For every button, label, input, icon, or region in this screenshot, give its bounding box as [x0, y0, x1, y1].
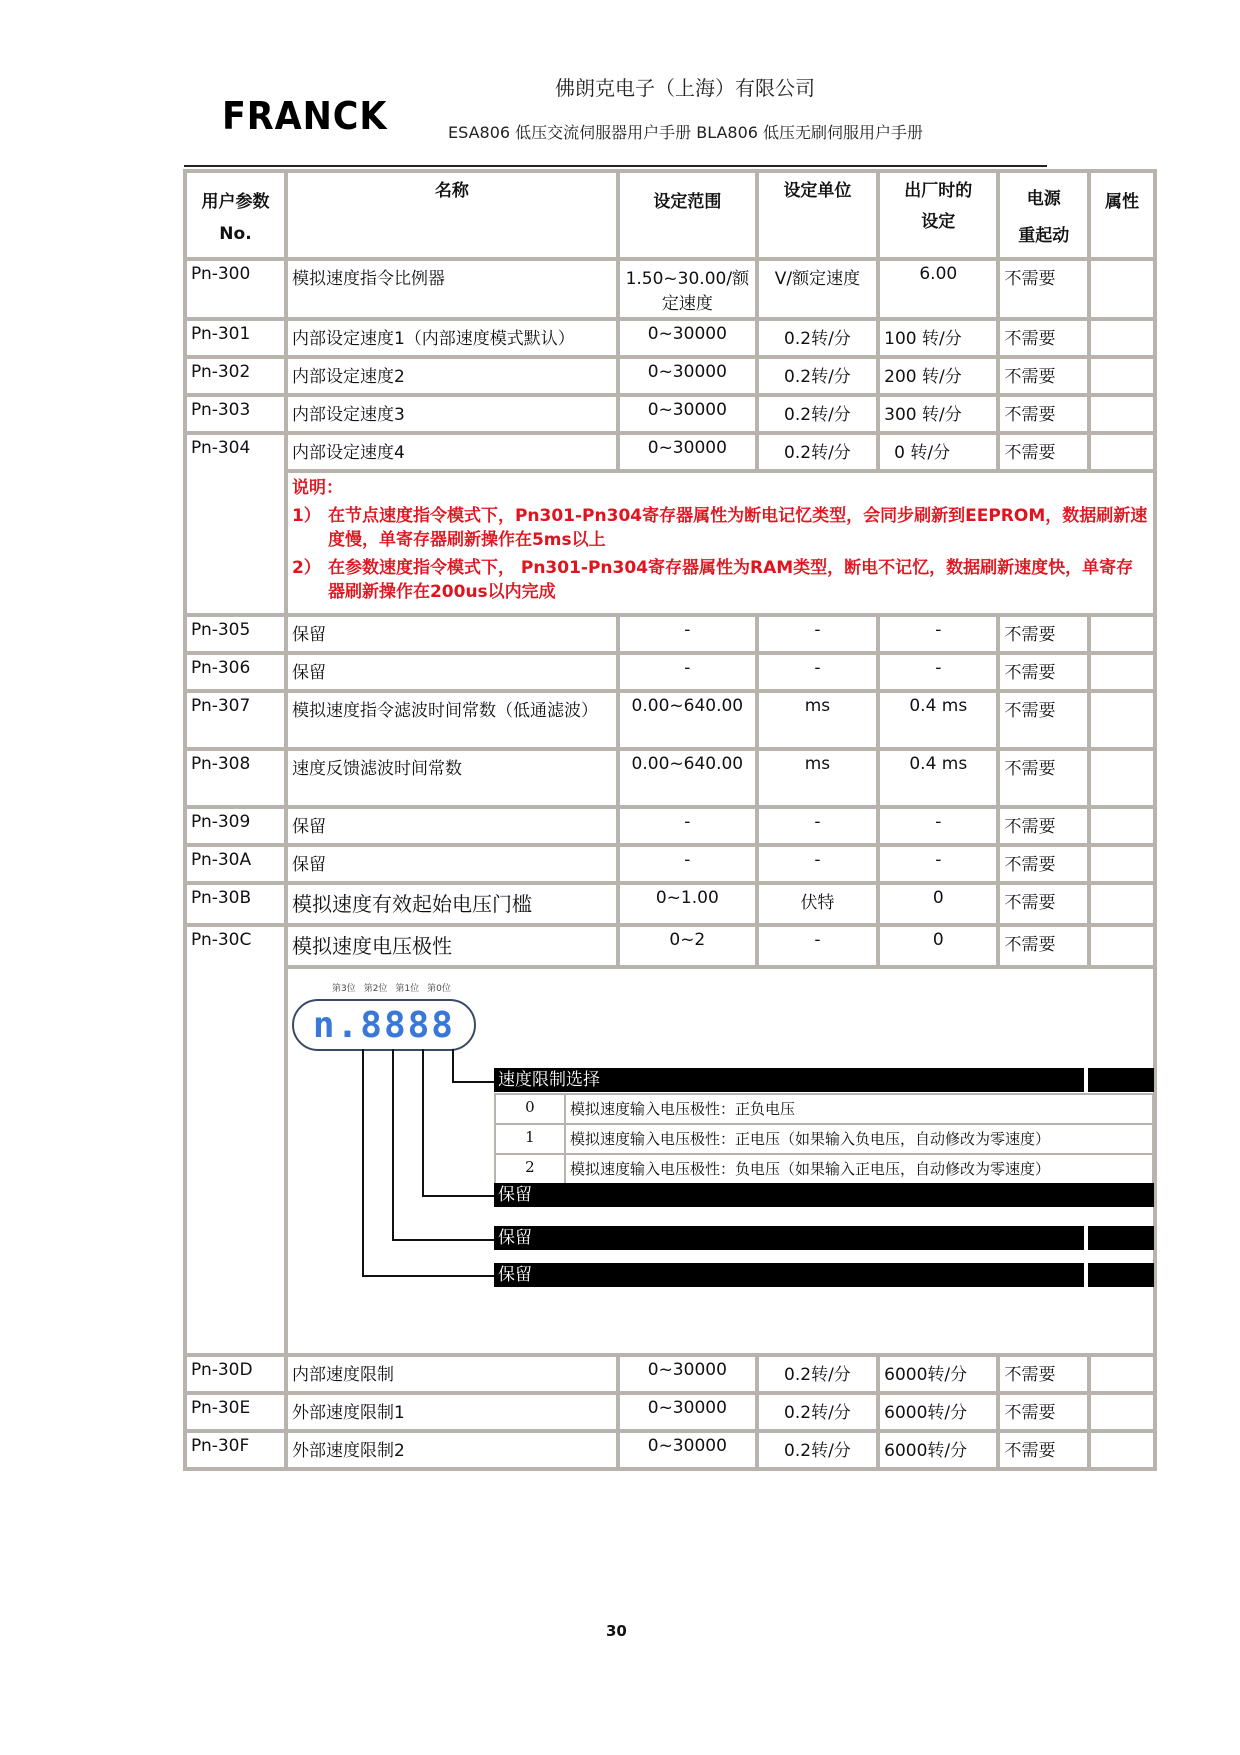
param-range: 0~30000 — [618, 395, 757, 433]
param-power: 不需要 — [998, 845, 1089, 883]
param-range: 0~30000 — [618, 1393, 757, 1431]
option-desc: 模拟速度输入电压极性：负电压（如果输入正电压，自动修改为零速度） — [565, 1154, 1153, 1184]
param-range: 0~30000 — [618, 357, 757, 395]
param-no: Pn-30A — [185, 845, 286, 883]
param-attr — [1089, 395, 1155, 433]
param-no: Pn-300 — [185, 259, 286, 319]
param-attr — [1089, 925, 1155, 967]
option-row — [495, 1124, 1153, 1154]
header-default-line2: 设定 — [921, 212, 956, 232]
header-default — [878, 171, 998, 259]
bit-labels — [332, 981, 451, 994]
reserved-bar-1: 保留 — [494, 1183, 1154, 1207]
param-no: Pn-305 — [185, 615, 286, 653]
table-row — [185, 395, 1155, 433]
param-default: - — [878, 653, 998, 691]
param-name: 模拟速度指令滤波时间常数（低通滤波） — [286, 691, 618, 749]
param-unit: V/额定速度 — [757, 259, 878, 319]
param-range: - — [618, 653, 757, 691]
note-item — [292, 556, 1149, 604]
param-no: Pn-306 — [185, 653, 286, 691]
bit0-leader — [452, 1049, 454, 1083]
param-name: 外部速度限制2 — [286, 1431, 618, 1469]
option-desc: 模拟速度输入电压极性：正电压（如果输入负电压，自动修改为零速度） — [565, 1124, 1153, 1154]
param-default: 0 — [878, 883, 998, 925]
param-power: 不需要 — [998, 433, 1089, 471]
segment-display: n.8888 — [292, 999, 476, 1051]
param-power: 不需要 — [998, 259, 1089, 319]
param-default: 6000转/分 — [878, 1393, 998, 1431]
param-power: 不需要 — [998, 357, 1089, 395]
header-default-line1: 出厂时的 — [904, 181, 973, 201]
param-unit: ms — [757, 691, 878, 749]
param-no: Pn-308 — [185, 749, 286, 807]
param-unit: 0.2转/分 — [757, 319, 878, 357]
header-no-line2: No. — [219, 223, 252, 244]
param-range: - — [618, 807, 757, 845]
param-power: 不需要 — [998, 691, 1089, 749]
table-row — [185, 967, 1155, 1355]
param-range: 0.00~640.00 — [618, 749, 757, 807]
param-range: 0~2 — [618, 925, 757, 967]
param-power: 不需要 — [998, 319, 1089, 357]
option-desc: 模拟速度输入电压极性：正负电压 — [565, 1094, 1153, 1124]
table-row — [185, 357, 1155, 395]
param-name: 保留 — [286, 807, 618, 845]
option-row — [495, 1094, 1153, 1124]
option-value: 0 — [495, 1094, 565, 1124]
table-row — [185, 653, 1155, 691]
header-attr: 属性 — [1089, 171, 1155, 259]
table-row — [185, 1355, 1155, 1393]
header-divider — [184, 165, 1047, 167]
param-name: 外部速度限制1 — [286, 1393, 618, 1431]
param-default: 6000转/分 — [878, 1355, 998, 1393]
param-default: 300 转/分 — [878, 395, 998, 433]
param-range: 0~30000 — [618, 1355, 757, 1393]
param-power: 不需要 — [998, 1431, 1089, 1469]
pn304-note — [286, 471, 1155, 615]
param-attr — [1089, 749, 1155, 807]
param-no: Pn-309 — [185, 807, 286, 845]
param-no: Pn-301 — [185, 319, 286, 357]
param-power: 不需要 — [998, 749, 1089, 807]
header-no-line1: 用户参数 — [201, 191, 270, 212]
param-unit: - — [757, 845, 878, 883]
param-attr — [1089, 691, 1155, 749]
option-row — [495, 1154, 1153, 1184]
reserved-bar-2: 保留 — [494, 1226, 1084, 1250]
param-no: Pn-30D — [185, 1355, 286, 1393]
param-attr — [1089, 615, 1155, 653]
table-row — [185, 259, 1155, 319]
table-row — [185, 433, 1155, 471]
param-default: 200 转/分 — [878, 357, 998, 395]
param-attr — [1089, 845, 1155, 883]
param-name: 内部速度限制 — [286, 1355, 618, 1393]
param-unit: - — [757, 615, 878, 653]
param-name: 保留 — [286, 615, 618, 653]
param-name: 模拟速度有效起始电压门槛 — [286, 883, 618, 925]
table-row — [185, 691, 1155, 749]
select-title-bar-end — [1088, 1068, 1154, 1092]
param-attr — [1089, 433, 1155, 471]
note-item — [292, 504, 1149, 552]
param-unit: 0.2转/分 — [757, 357, 878, 395]
param-name: 内部设定速度4 — [286, 433, 618, 471]
param-default: 0 — [878, 925, 998, 967]
param-default: - — [878, 615, 998, 653]
param-default: 0.4 ms — [878, 691, 998, 749]
param-unit: 0.2转/分 — [757, 1393, 878, 1431]
brand-logo: FRANCK — [222, 94, 388, 138]
bit1-leader — [422, 1049, 424, 1197]
parameter-table — [183, 169, 1157, 1471]
param-no: Pn-303 — [185, 395, 286, 433]
param-range: - — [618, 615, 757, 653]
param-no: Pn-30E — [185, 1393, 286, 1431]
table-row — [185, 471, 1155, 615]
param-no: Pn-30B — [185, 883, 286, 925]
param-default: 6.00 — [878, 259, 998, 319]
param-default: - — [878, 807, 998, 845]
param-unit: 0.2转/分 — [757, 1355, 878, 1393]
bit1-connector — [422, 1195, 494, 1197]
param-unit: - — [757, 925, 878, 967]
param-attr — [1089, 653, 1155, 691]
param-unit: ms — [757, 749, 878, 807]
table-row — [185, 883, 1155, 925]
param-name: 速度反馈滤波时间常数 — [286, 749, 618, 807]
param-no: Pn-307 — [185, 691, 286, 749]
param-range: - — [618, 845, 757, 883]
param-attr — [1089, 1393, 1155, 1431]
param-no: Pn-304 — [185, 433, 286, 615]
option-value: 2 — [495, 1154, 565, 1184]
param-range: 0.00~640.00 — [618, 691, 757, 749]
param-name: 模拟速度电压极性 — [286, 925, 618, 967]
param-power: 不需要 — [998, 1393, 1089, 1431]
param-unit: 0.2转/分 — [757, 433, 878, 471]
param-range: 0~30000 — [618, 1431, 757, 1469]
bit-diagram — [288, 969, 1153, 1349]
table-header-row — [185, 171, 1155, 259]
table-row — [185, 925, 1155, 967]
note-num: 2） — [291, 558, 321, 578]
bit-label: 第3位 — [331, 984, 356, 994]
param-unit: 0.2转/分 — [757, 1431, 878, 1469]
header-power-line2: 重起动 — [1018, 226, 1070, 246]
header-power — [998, 171, 1089, 259]
page-number: 30 — [606, 1622, 627, 1640]
bit0-connector — [452, 1081, 494, 1083]
param-name: 保留 — [286, 653, 618, 691]
param-name: 内部设定速度1（内部速度模式默认） — [286, 319, 618, 357]
note-text: 在节点速度指令模式下，Pn301-Pn304寄存器属性为断电记忆类型，会同步刷新到EEPROM，数据刷新速度慢，单寄存器刷新操作在5ms以上 — [327, 506, 1148, 550]
param-attr — [1089, 1355, 1155, 1393]
reserved-bar-2-end — [1088, 1226, 1154, 1250]
header-range: 设定范围 — [618, 171, 757, 259]
select-title-bar: 速度限制选择 — [494, 1068, 1084, 1092]
reserved-bar-3-end — [1088, 1263, 1154, 1287]
param-power: 不需要 — [998, 807, 1089, 845]
param-attr — [1089, 807, 1155, 845]
pn30c-diagram-cell — [286, 967, 1155, 1355]
param-range: 0~1.00 — [618, 883, 757, 925]
bit3-connector — [362, 1275, 494, 1277]
param-name: 模拟速度指令比例器 — [286, 259, 618, 319]
param-attr — [1089, 1431, 1155, 1469]
note-title: 说明： — [291, 478, 343, 498]
table-row — [185, 319, 1155, 357]
param-default: 0 转/分 — [878, 433, 998, 471]
note-text: 在参数速度指令模式下， Pn301-Pn304寄存器属性为RAM类型，断电不记忆，数据刷新速度快，单寄存器刷新操作在200us以内完成 — [327, 558, 1134, 602]
bit-label: 第0位 — [427, 984, 451, 994]
option-value: 1 — [495, 1124, 565, 1154]
header-name: 名称 — [286, 171, 618, 259]
table-row — [185, 807, 1155, 845]
param-power: 不需要 — [998, 883, 1089, 925]
table-row — [185, 1393, 1155, 1431]
param-default: 100 转/分 — [878, 319, 998, 357]
bit2-connector — [392, 1239, 494, 1241]
company-name: 佛朗克电子（上海）有限公司 — [555, 76, 815, 100]
note-num: 1） — [291, 506, 321, 526]
table-row — [185, 615, 1155, 653]
param-power: 不需要 — [998, 925, 1089, 967]
param-unit: 0.2转/分 — [757, 395, 878, 433]
table-row — [185, 1431, 1155, 1469]
param-unit: - — [757, 807, 878, 845]
param-default: - — [878, 845, 998, 883]
param-name: 保留 — [286, 845, 618, 883]
param-range: 0~30000 — [618, 319, 757, 357]
table-row — [185, 749, 1155, 807]
option-table — [494, 1093, 1154, 1185]
header-power-line1: 电源 — [1026, 189, 1061, 209]
param-attr — [1089, 357, 1155, 395]
param-name: 内部设定速度2 — [286, 357, 618, 395]
header-unit: 设定单位 — [757, 171, 878, 259]
param-no: Pn-30F — [185, 1431, 286, 1469]
bit-label: 第2位 — [363, 984, 388, 994]
param-power: 不需要 — [998, 653, 1089, 691]
bit-label: 第1位 — [395, 984, 420, 994]
param-power: 不需要 — [998, 395, 1089, 433]
param-no: Pn-30C — [185, 925, 286, 1355]
header-no — [185, 171, 286, 259]
param-power: 不需要 — [998, 1355, 1089, 1393]
param-attr — [1089, 259, 1155, 319]
manual-subtitle: ESA806 低压交流伺服器用户手册 BLA806 低压无刷伺服用户手册 — [448, 123, 924, 142]
param-name: 内部设定速度3 — [286, 395, 618, 433]
param-unit: - — [757, 653, 878, 691]
reserved-bar-3: 保留 — [494, 1263, 1084, 1287]
param-range: 1.50~30.00/额定速度 — [618, 259, 757, 319]
param-default: 6000转/分 — [878, 1431, 998, 1469]
param-attr — [1089, 883, 1155, 925]
param-no: Pn-302 — [185, 357, 286, 395]
param-power: 不需要 — [998, 615, 1089, 653]
table-row — [185, 845, 1155, 883]
param-attr — [1089, 319, 1155, 357]
bit2-leader — [392, 1049, 394, 1241]
param-range: 0~30000 — [618, 433, 757, 471]
param-default: 0.4 ms — [878, 749, 998, 807]
bit3-leader — [362, 1049, 364, 1277]
param-unit: 伏特 — [757, 883, 878, 925]
